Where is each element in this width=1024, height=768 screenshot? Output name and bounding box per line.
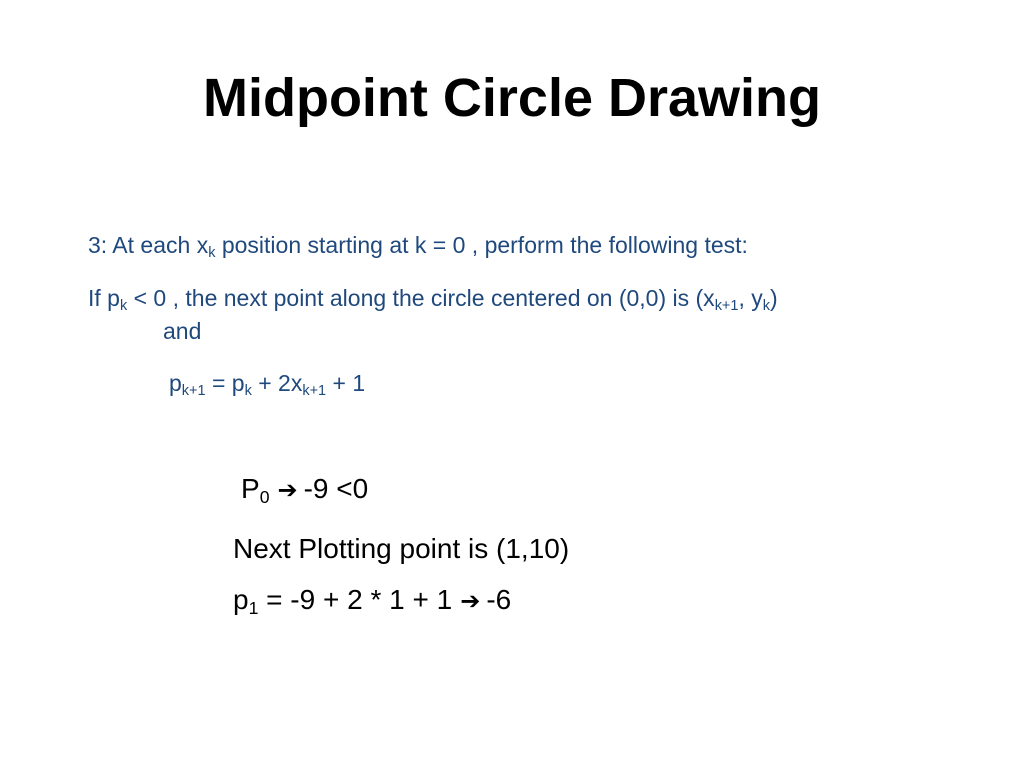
subscript-k: k xyxy=(244,383,252,400)
subscript-k: k xyxy=(119,298,128,315)
step-3-text: 3: At each x xyxy=(88,232,209,258)
p0-value: -9 <0 xyxy=(303,473,369,504)
p1-line xyxy=(233,582,511,619)
next-point-line: Next Plotting point is (1,10) xyxy=(233,533,570,564)
subscript-k-plus-1: k+1 xyxy=(302,383,327,400)
p0-line xyxy=(241,471,368,508)
condition-line xyxy=(88,283,778,313)
step-3-line xyxy=(88,230,748,260)
subscript-k: k xyxy=(762,298,770,315)
subscript-0: 0 xyxy=(259,486,270,507)
condition-text: If p xyxy=(88,285,120,311)
formula-plus: + 2x xyxy=(251,370,303,396)
condition-text-mid: < 0 , the next point along the circle centered on (0,0) is (x xyxy=(127,285,715,311)
p1-value: -6 xyxy=(486,584,512,615)
formula-p: p xyxy=(169,370,182,396)
step-3-text-rest: position starting at k = 0 , perform the following test: xyxy=(215,232,748,258)
p0-label: P xyxy=(241,473,260,504)
formula-eq: = p xyxy=(205,370,245,396)
subscript-k-plus-1: k+1 xyxy=(714,298,739,315)
recurrence-formula xyxy=(169,368,365,398)
subscript-k: k xyxy=(208,245,216,262)
subscript-1: 1 xyxy=(248,597,259,618)
p1-label: p xyxy=(233,584,249,615)
p1-expression: = -9 + 2 * 1 + 1 xyxy=(258,584,453,615)
subscript-k-plus-1: k+1 xyxy=(181,383,206,400)
condition-text-mid2: , y xyxy=(738,285,763,311)
arrow-right-icon: ➔ xyxy=(277,476,298,504)
slide-title: Midpoint Circle Drawing xyxy=(202,68,822,128)
formula-end: + 1 xyxy=(326,370,366,396)
condition-text-end: ) xyxy=(769,285,778,311)
arrow-right-icon: ➔ xyxy=(460,587,481,615)
condition-and: and xyxy=(163,318,202,344)
